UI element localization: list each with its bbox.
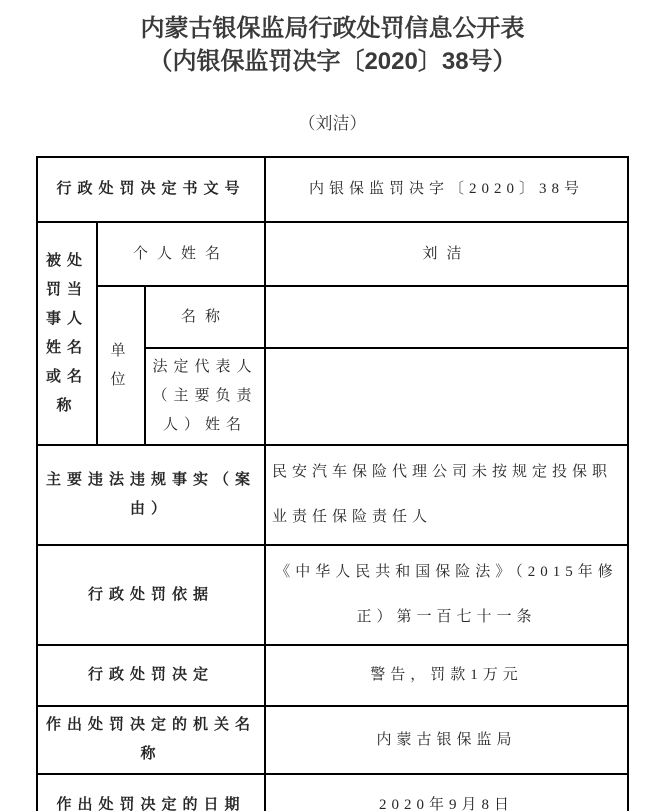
unit-name-label: 名称 [145, 286, 265, 348]
row-authority [37, 706, 628, 774]
unit-name-value [265, 286, 628, 348]
legal-rep-value [265, 348, 628, 445]
page-title-line2: （内银保监罚决字〔2020〕38号） [148, 48, 517, 75]
page-title-line1: 内蒙古银保监局行政处罚信息公开表 [140, 15, 525, 42]
date-value: 2020年9月8日 [265, 774, 628, 811]
basis-label: 行政处罚依据 [37, 545, 265, 645]
row-personal-name [37, 222, 628, 286]
party-group-label: 被处罚当事人姓名或名称 [37, 222, 97, 445]
doc-number-value: 内银保监罚决字〔2020〕38号 [265, 157, 628, 222]
case-subject: （刘洁） [298, 114, 367, 133]
decision-value: 警告，罚款1万元 [265, 645, 628, 706]
row-unit-name [37, 286, 628, 348]
basis-value: 《中华人民共和国保险法》（2015年修正）第一百七十一条 [265, 545, 628, 645]
authority-label: 作出处罚决定的机关名称 [37, 706, 265, 774]
row-decision [37, 645, 628, 706]
penalty-table [36, 156, 629, 811]
row-basis [37, 545, 628, 645]
facts-label: 主要违法违规事实（案由） [37, 445, 265, 545]
row-date [37, 774, 628, 811]
facts-value: 民安汽车保险代理公司未按规定投保职业责任保险责任人 [265, 445, 628, 545]
row-doc-number [37, 157, 628, 222]
date-label: 作出处罚决定的日期 [37, 774, 265, 811]
unit-group-label: 单位 [97, 286, 145, 445]
decision-label: 行政处罚决定 [37, 645, 265, 706]
authority-value: 内蒙古银保监局 [265, 706, 628, 774]
legal-rep-label: 法定代表人（主要负责人）姓名 [145, 348, 265, 445]
personal-name-value: 刘洁 [265, 222, 628, 286]
page-title [0, 0, 665, 78]
personal-name-label: 个人姓名 [97, 222, 265, 286]
row-facts [37, 445, 628, 545]
doc-number-label: 行政处罚决定书文号 [37, 157, 265, 222]
